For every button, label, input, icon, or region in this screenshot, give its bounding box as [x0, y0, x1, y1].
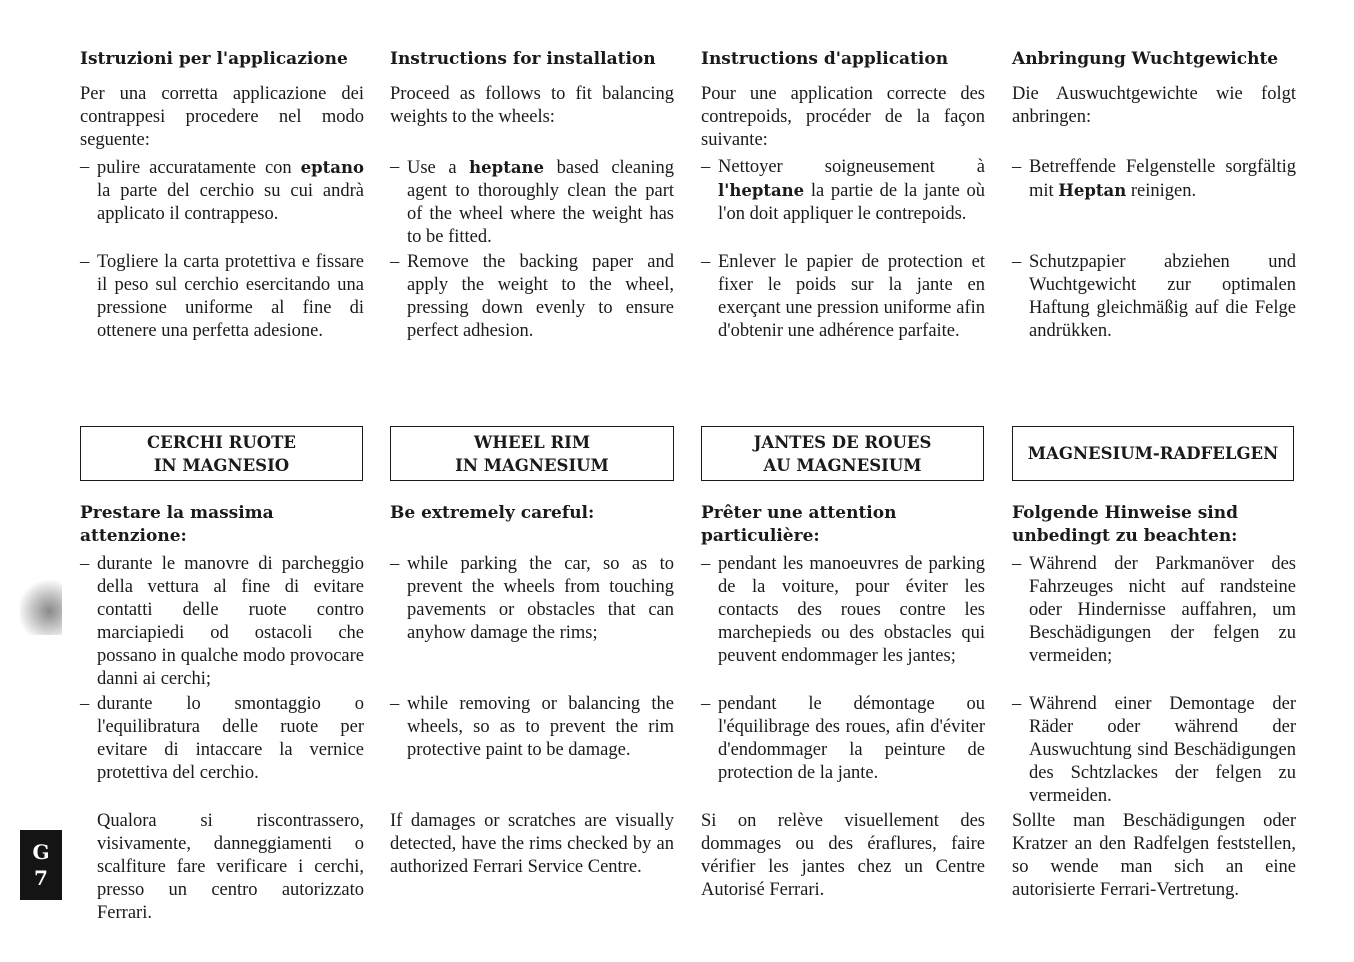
bullet-clean: – pulire accuratamente con eptano la parte del cerchio su cui andrà applicato il contrappeso.	[80, 156, 364, 226]
bullet-apply-weight: – Remove the backing paper and apply the weight to the wheel, pressing down evenly to ensure perfect adhesion.	[390, 251, 674, 343]
page-number: 7	[34, 866, 48, 890]
section-heading: Instructions for installation	[390, 49, 656, 69]
box-title: JANTES DE ROUES AU MAGNESIUM	[753, 432, 932, 475]
section-letter: G	[32, 840, 50, 864]
section-heading: Instructions d'application	[701, 49, 949, 69]
bullet-clean: – Use a heptane based cleaning agent to thoroughly clean the part of the wheel where the weight has to be fitted.	[390, 156, 674, 249]
print-smudge	[20, 575, 62, 635]
intro-paragraph: Per una corretta applicazione dei contrappesi procedere nel modo seguente:	[80, 84, 364, 150]
bullet-clean: – Betreffende Felgenstelle sorgfältig mit Heptan reinigen.	[1012, 156, 1296, 203]
intro-paragraph: Die Auswuchtgewichte wie folgt anbringen:	[1012, 84, 1296, 127]
magnesium-rim-title-box	[701, 426, 984, 481]
closing-paragraph: Qualora si riscontrassero, visivamente, danneggiamenti o scalfiture fare verificare i cerchi, presso un centro autorizzato Ferrari.	[97, 811, 364, 923]
section-heading: Anbringung Wuchtgewichte	[1012, 49, 1279, 69]
box-title: CERCHI RUOTE IN MAGNESIO	[147, 432, 296, 475]
closing-paragraph: Sollte man Beschädigungen oder Kratzer an den Radfelgen feststellen, so wende man sich an eine autorisierte Ferrari-Vertretung.	[1012, 811, 1296, 900]
section-heading: Istruzioni per l'applicazione	[80, 49, 348, 69]
bullet-apply-weight: – Togliere la carta protettiva e fissare il peso sul cerchio esercitando una pressione uniforme al fine di ottenere una perfetta adesione.	[80, 251, 364, 343]
bullet-removing: – pendant le démontage ou l'équilibrage des roues, afin d'éviter d'endommager la peinture de protection de la jante.	[701, 693, 985, 785]
page-section-tab	[20, 830, 62, 900]
bullet-parking: – pendant les manoeuvres de parking de la voiture, pour éviter les contacts des roues contre les marchepieds ou des obstacles qui peuvent endommager les jantes;	[701, 553, 985, 668]
box-title: MAGNESIUM-RADFELGEN	[1027, 444, 1279, 463]
caution-heading: Prêter une attention particulière:	[701, 503, 897, 546]
bullet-removing: – Während einer Demontage der Räder oder während der Auswuchtung sind Beschädigungen des Schtzlackes der felgen zu vermeiden.	[1012, 693, 1296, 808]
bullet-parking: – Während der Parkmanöver des Fahrzeuges nicht auf randsteine oder Hindernisse auffahren, um Beschädigungen der felgen zu vermeiden;	[1012, 553, 1296, 668]
magnesium-rim-title-box	[390, 426, 674, 481]
magnesium-rim-title-box	[80, 426, 363, 481]
intro-paragraph: Proceed as follows to fit balancing weights to the wheels:	[390, 84, 674, 127]
bullet-removing: – while removing or balancing the wheels, so as to prevent the rim protective paint to be damage.	[390, 693, 674, 762]
caution-heading: Folgende Hinweise sind unbedingt zu beachten:	[1012, 503, 1238, 546]
bullet-clean: – Nettoyer soigneusement à l'heptane la partie de la jante où l'on doit appliquer le contrepoids.	[701, 156, 985, 226]
bullet-apply-weight: – Schutzpapier abziehen und Wuchtgewicht zur optimalen Haftung gleichmäßig auf die Felge andrükken.	[1012, 251, 1296, 343]
bullet-apply-weight: – Enlever le papier de protection et fixer le poids sur la jante en exerçant une pression uniforme afin d'obtenir une adhérence parfaite.	[701, 251, 985, 343]
bullet-removing: – durante lo smontaggio o l'equilibratura delle ruote per evitare di intaccare la vernice protettiva del cerchio.	[80, 693, 364, 785]
intro-paragraph: Pour une application correcte des contrepoids, procéder de la façon suivante:	[701, 84, 985, 150]
bullet-parking: – durante le manovre di parcheggio della vettura al fine di evitare contatti delle ruote contro marciapiedi od ostacoli che possano in qualche modo provocare danni ai cerchi;	[80, 553, 364, 691]
closing-paragraph: If damages or scratches are visually detected, have the rims checked by an authorized Ferrari Service Centre.	[390, 811, 674, 877]
caution-heading: Prestare la massima attenzione:	[80, 503, 274, 546]
magnesium-rim-title-box	[1012, 426, 1294, 481]
box-title: WHEEL RIM IN MAGNESIUM	[455, 432, 609, 475]
caution-heading: Be extremely careful:	[390, 503, 595, 523]
bullet-parking: – while parking the car, so as to prevent the wheels from touching pavements or obstacles that can anyhow damage the rims;	[390, 553, 674, 645]
closing-paragraph: Si on relève visuellement des dommages ou des éraflures, faire vérifier les jantes chez un Centre Autorisé Ferrari.	[701, 811, 985, 900]
